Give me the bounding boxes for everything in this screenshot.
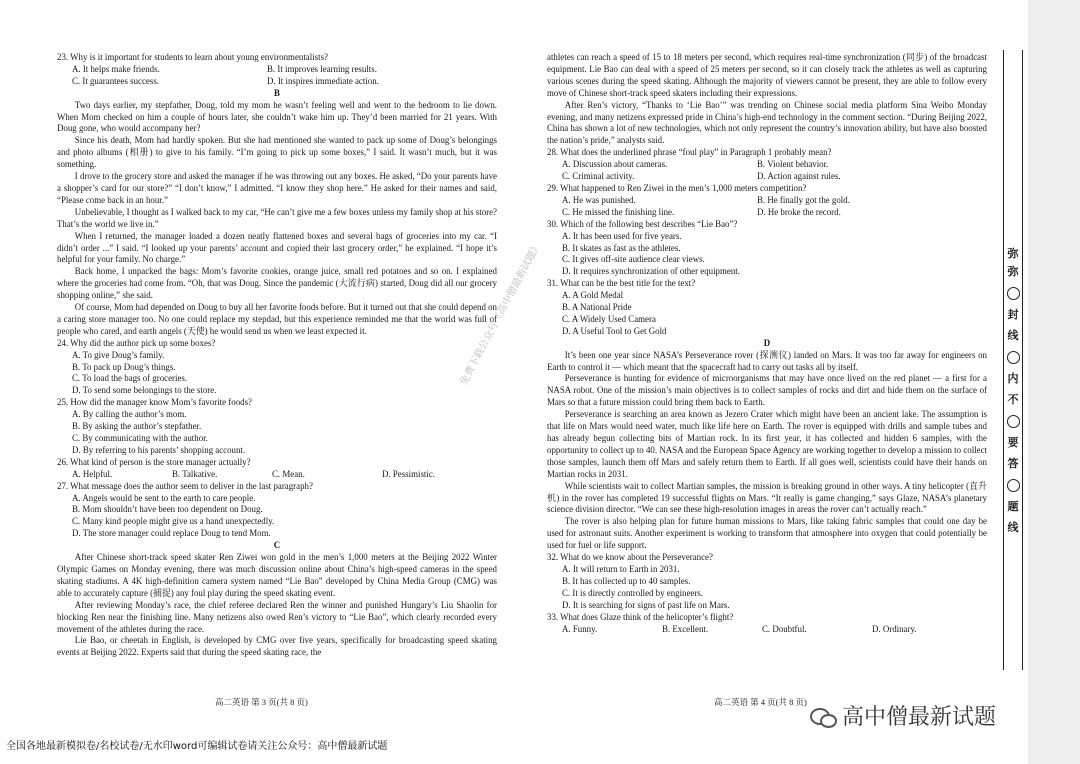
- option: B. He finally got the gold.: [757, 194, 850, 205]
- passage-d-paragraph: Perseverance is hunting for evidence of microorganisms that may have once lived on the red planet — a first for a NASA robot. One of the mission’s main objectives is to collect samples of rocks and dirt and hide them on the surface of Mars so that a future mission could bring them back to Earth.: [547, 373, 987, 408]
- option: C. A Widely Used Camera: [562, 313, 656, 324]
- binding-strip: [1003, 50, 1023, 670]
- exam-page-left: [57, 52, 497, 714]
- question-26-options: [57, 469, 497, 481]
- option: A. A Gold Medal: [562, 290, 624, 301]
- option: D. A Useful Tool to Get Gold: [562, 325, 667, 336]
- binding-char: 题: [1007, 500, 1019, 513]
- question-30-stem: 30. Which of the following best describes “Lie Bao”?: [547, 218, 738, 229]
- option: A. Funny.: [562, 623, 598, 634]
- option: C. Doubtful.: [762, 623, 807, 634]
- passage-c-paragraph: After Chinese short-track speed skater Ren Ziwei won gold in the men’s 1,000 meters at the Beijing 2022 Winter Olympic Games on Monday evening, there was much discussion online about China’s high-speed cameras in the speed skating stadiums. A 4K high-definition camera system named “Lie Bao” developed by China Media Group (CMG) was able to accurately capture (捕捉) any foul play during the speed skating event.: [57, 552, 497, 598]
- option: A. To give Doug’s family.: [72, 349, 165, 360]
- question-33-options: [547, 624, 987, 636]
- passage-d-paragraph: Perseverance is searching an area known as Jezero Crater which might have been an ancient lake. The assumption is that life on Mars would need water, much like life here on Earth. The rover is equipped with drills and sample tubes and has already begun collecting bits of Martian rock. In its first year, it has collected and hidden 6 samples, with the opportunity to collect up to 40. NASA and the European Space Agency are working together to develop a mission to collect those samples, launch them off Mars and safely return them to Earth. If all goes well, scientists could have their hands on Martian rocks in 2031.: [547, 409, 987, 479]
- passage-c-paragraph: Lie Bao, or cheetah in English, is developed by CMG over five years, specifically for broadcasting speed skating events at Beijing 2022. Experts said that during the speed skating race, the: [57, 635, 497, 658]
- question-28-stem: 28. What does the underlined phrase “foul play” in Paragraph 1 probably mean?: [547, 147, 832, 158]
- binding-char: 要: [1007, 436, 1019, 449]
- option: B. Violent behavior.: [757, 159, 829, 170]
- question-28-options: [547, 159, 987, 171]
- brand-logo: [810, 700, 996, 731]
- wechat-icon: [810, 706, 836, 726]
- option: D. Action against rules.: [757, 171, 841, 182]
- passage-d-paragraph: While scientists wait to collect Martian samples, the mission is breaking ground in other ways. A tiny helicopter (直升机) in the rover has completed 19 successful flights on Mars. “It really is game changing,” says Glaze, NASA’s planetary science division director. “We can see these high-resolution images in areas the rover can’t actually reach.”: [547, 480, 987, 515]
- option: C. By communicating with the author.: [72, 433, 208, 443]
- binding-label: 弥: [1007, 247, 1019, 260]
- section-heading-c: C: [273, 540, 281, 551]
- passage-c-paragraph: athletes can reach a speed of 15 to 18 meters per second, which requires real-time synchronization (同步) of the broadcast equipment. Lie Bao can deal with a speed of 25 meters per second, so it can closely track the athletes as well as capturing various scenes during the speed skating. Although the majority of viewers cannot be present, they are able to follow every move of Chinese short-track speed skaters including their expressions.: [547, 52, 987, 98]
- option: A. It has been used for five years.: [562, 230, 682, 241]
- passage-d-paragraph: The rover is also helping plan for future human missions to Mars, like taking fabric samples that could one day be used for astronaut suits. Another experiment is working to transform that atmosphere into oxygen that could potentially be used for fuel or life support.: [547, 516, 987, 551]
- passage-b-paragraph: Unbelievable, I thought as I walked back to my car, “He can’t give me a few boxes unless my family shop at his store? That’s the world we live in.”: [57, 206, 497, 229]
- circle-icon: [1007, 351, 1020, 364]
- circle-icon: [1007, 415, 1020, 428]
- question-26-stem: 26. What kind of person is the store manager actually?: [57, 456, 251, 467]
- bottom-banner: 全国各地最新模拟卷/名校试卷/无水印word可编辑试卷请关注公众号：高中僧最新试题: [6, 741, 388, 752]
- passage-c-paragraph: After reviewing Monday’s race, the chief referee declared Ren the winner and punished Hungary’s Liu Shaolin for blocking Ren near the finishing line. Many netizens also owed Ren’s victory to “Lie Bao”, which clearly recorded every movement of the athletes during the race.: [57, 599, 497, 634]
- binding-char: 内: [1007, 372, 1019, 385]
- option: D. It requires synchronization of other equipment.: [562, 266, 740, 277]
- option: D. To send some belongings to the store.: [72, 385, 217, 396]
- option: C. Many kind people might give us a hand unexpectedly.: [72, 516, 275, 527]
- option: B. To pack up Doug’s things.: [72, 361, 176, 372]
- option: D. Ordinary.: [872, 623, 917, 634]
- option: C. Mean.: [272, 468, 305, 479]
- binding-char: 封: [1007, 308, 1019, 321]
- option: D. Pessimistic.: [382, 468, 436, 479]
- option: B. Excellent.: [662, 623, 709, 634]
- option: B. It improves learning results.: [267, 63, 377, 74]
- question-33-stem: 33. What does Glaze think of the helicopter’s flight?: [547, 611, 734, 622]
- page-edge: [1028, 0, 1080, 764]
- passage-d-paragraph: It’s been one year since NASA’s Perseverance rover (探测仪) landed on Mars. It was too far away for engineers on Earth to control it — which meant that the spacecraft had to carry out tasks all by itself.: [547, 349, 987, 372]
- option: D. By referring to his parents’ shopping account.: [72, 444, 246, 455]
- question-28-options: [547, 171, 987, 183]
- question-23-options: [57, 64, 497, 76]
- option: C. To load the bags of groceries.: [72, 373, 188, 384]
- question-29-stem: 29. What happened to Ren Ziwei in the men’s 1,000 meters competition?: [547, 182, 807, 193]
- binding-char: 弥: [1007, 265, 1019, 278]
- option: D. It is searching for signs of past life on Mars.: [562, 599, 730, 610]
- page-footer-right: 高二英语 第 4 页(共 8 页): [714, 697, 807, 707]
- section-heading-b: B: [274, 87, 280, 98]
- passage-b-paragraph: Since his death, Mom had hardly spoken. But she had mentioned she wanted to pack up some of Doug’s belongings and photo albums (相册) to give to his family. “I’m going to pick up some boxes,” I said. It wasn’t much, but it was something.: [57, 135, 497, 170]
- section-heading-d: D: [763, 337, 771, 348]
- option: B. By asking the author’s stepfather.: [72, 421, 202, 432]
- circle-icon: [1007, 287, 1020, 300]
- exam-page-right: [547, 52, 987, 714]
- question-25-stem: 25. How did the manager know Mom’s favorite foods?: [57, 397, 252, 408]
- brand-name: 高中僧最新试题: [842, 705, 997, 730]
- question-27-stem: 27. What message does the author seem to deliver in the last paragraph?: [57, 480, 313, 491]
- passage-b-paragraph: Two days earlier, my stepfather, Doug, told my mom he wasn’t feeling well and went to the bedroom to lie down. When Mom checked on him a couple of hours later, she couldn’t wake him up. They’d been married for 21 years. With Doug gone, who would accompany her?: [57, 99, 497, 134]
- question-29-options: [547, 195, 987, 207]
- option: B. A National Pride: [562, 302, 632, 313]
- binding-column: [1007, 266, 1020, 534]
- option: A. He was punished.: [562, 194, 636, 205]
- option: B. It skates as fast as the athletes.: [562, 242, 681, 253]
- option: C. It guarantees success.: [72, 75, 159, 86]
- passage-c-paragraph: After Ren’s victory, “Thanks to ‘Lie Bao’” was trending on Chinese social media platform Sina Weibo Monday evening, and many netizens expressed pride in China’s high-end technology in the comment section. “During Beijing 2022, China has shown a lot of new technologies, which not only represent the country’s innovation ability, but have also boosted the nation’s pride,” analysts said.: [547, 99, 987, 146]
- binding-char: 答: [1007, 457, 1019, 470]
- option: D. It inspires immediate action.: [267, 75, 379, 86]
- binding-char: 线: [1007, 521, 1019, 534]
- question-24-stem: 24. Why did the author pick up some boxes?: [57, 337, 216, 348]
- question-23-options: [57, 76, 497, 88]
- option: A. Angels would be sent to the earth to care people.: [72, 492, 256, 503]
- option: A. Discussion about cameras.: [562, 159, 668, 170]
- option: A. By calling the author’s mom.: [72, 409, 187, 420]
- passage-b-paragraph: Of course, Mom had depended on Doug to buy all her favorite foods before. But it turned out that she could depend on a caring store manager too. No one could replace my stepdad, but this experience reminded me that the world was full of people who cared, and earth angels (天使) he would send us when we least expected it.: [57, 302, 497, 336]
- question-32-stem: 32. What do we know about the Perseverance?: [547, 552, 713, 563]
- option: C. Criminal activity.: [562, 171, 635, 182]
- binding-char: 不: [1007, 393, 1019, 406]
- option: A. It helps make friends.: [72, 63, 160, 74]
- page-footer-left: 高二英语 第 3 页(共 8 页): [215, 697, 308, 707]
- passage-b-paragraph: Back home, I unpacked the bags: Mom’s favorite cookies, orange juice, small red potatoes and so on. I explained where the groceries had come from. “Oh, that was Doug. Since the pandemic (大流行病) started, Doug did all our grocery shopping online,” she said.: [57, 266, 497, 301]
- option: D. He broke the record.: [757, 206, 841, 217]
- option: B. Talkative.: [172, 468, 218, 479]
- option: B. It has collected up to 40 samples.: [562, 575, 691, 586]
- option: B. Mom shouldn’t have been too dependent on Doug.: [72, 504, 263, 515]
- question-23-stem: 23. Why is it important for students to learn about young environmentalists?: [57, 52, 328, 62]
- option: A. It will return to Earth in 2031.: [562, 563, 680, 574]
- option: A. Helpful.: [72, 468, 113, 479]
- option: D. The store manager could replace Doug to tend Mom.: [72, 528, 271, 539]
- binding-char: 线: [1007, 329, 1019, 342]
- watermark-text: 免费下载公众号《高中僧最新试题》: [458, 240, 544, 388]
- option: C. He missed the finishing line.: [562, 206, 675, 217]
- option: C. It gives off-site audience clear views.: [562, 254, 705, 265]
- question-29-options: [547, 207, 987, 219]
- passage-b-paragraph: I drove to the grocery store and asked the manager if he was throwing out any boxes. He asked, “Do your parents have a shopper’s card for our store?” “I don’t know,” I admitted. “I know they shop here.” He asked for their names and said, “Please come back in an hour.”: [57, 171, 497, 205]
- option: C. It is directly controlled by engineers.: [562, 587, 703, 598]
- question-31-stem: 31. What can be the best title for the text?: [547, 278, 696, 289]
- passage-b-paragraph: When I returned, the manager loaded a dozen neatly flattened boxes and several bags of groceries into my car. “I didn’t order ...” I said. “I looked up your parents’ account and copied their last grocery order,” he explained. “I hope it’s helpful for your family. No charge.”: [57, 230, 497, 265]
- circle-icon: [1007, 479, 1020, 492]
